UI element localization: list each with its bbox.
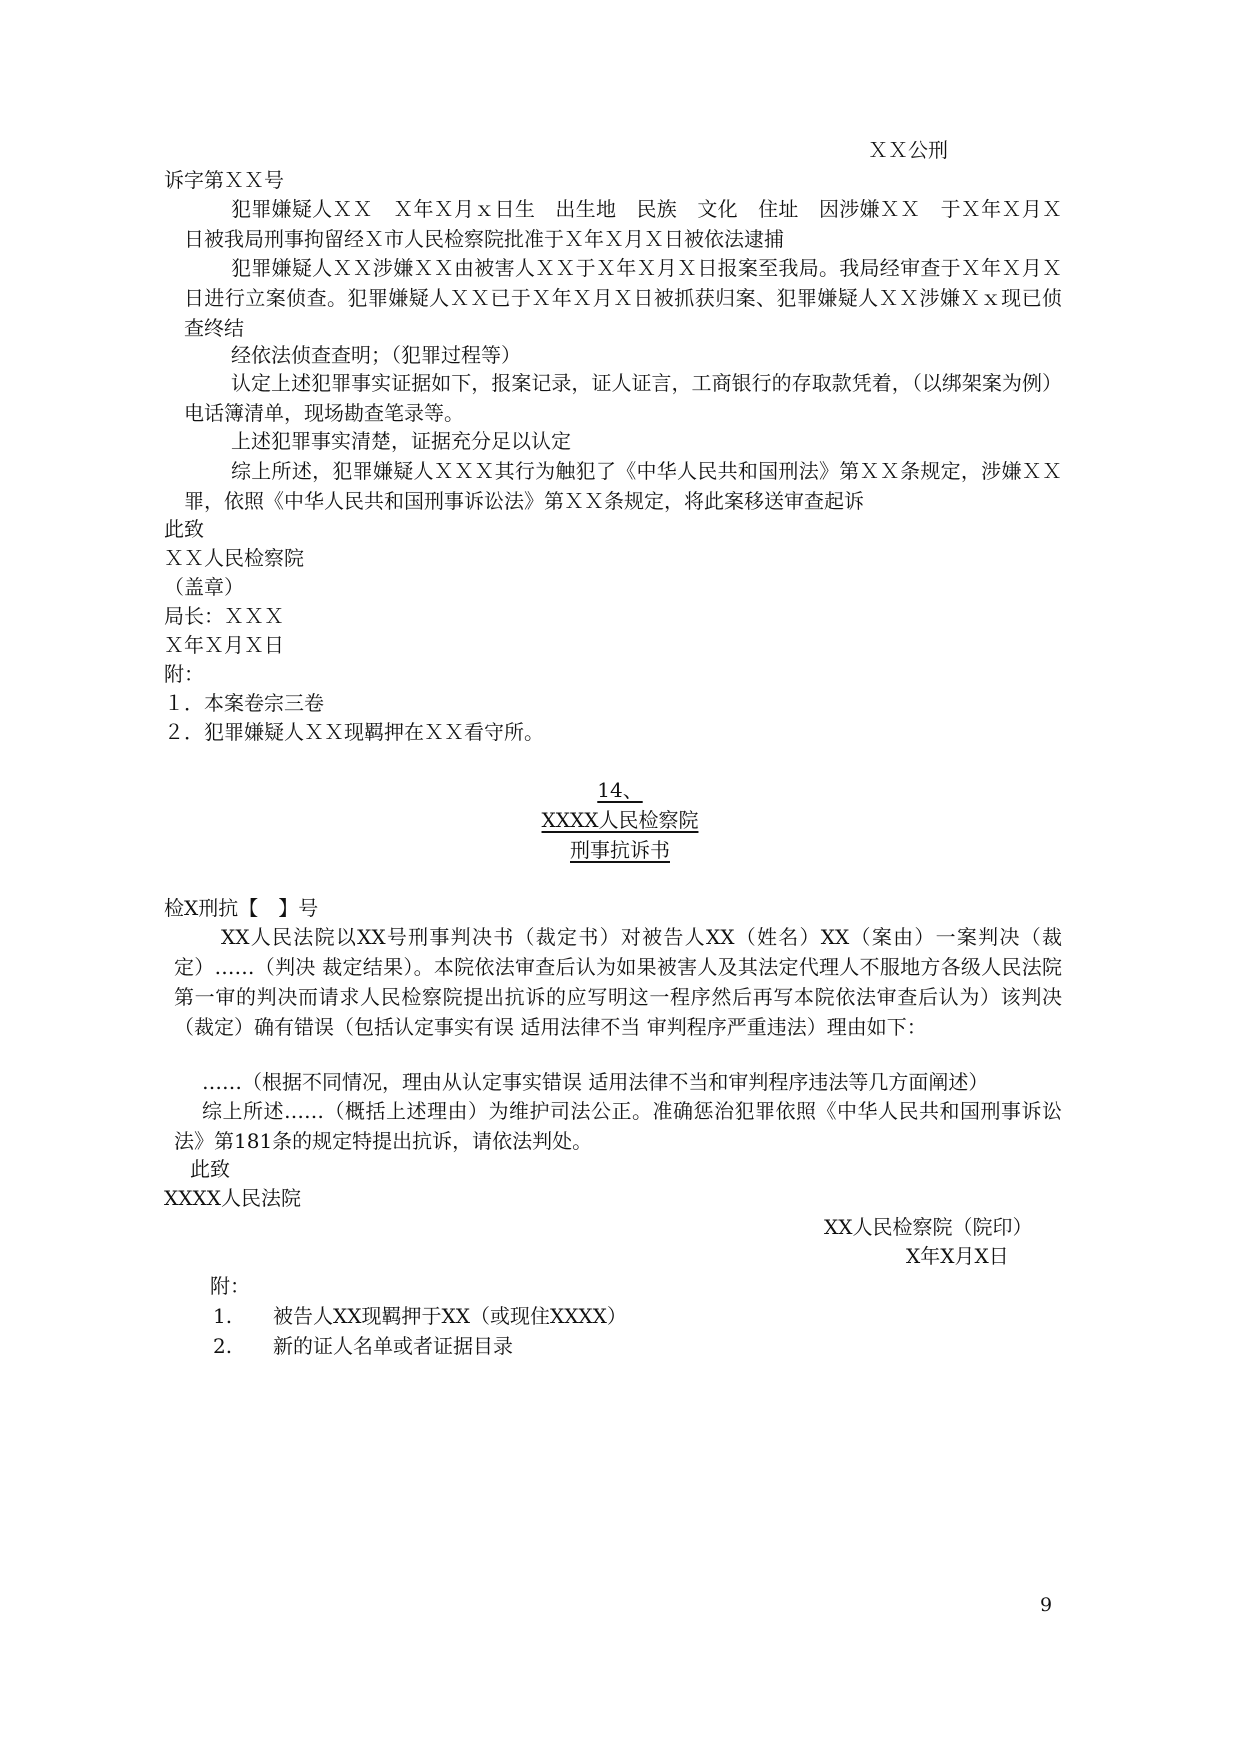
doc1-attach-label: 附：: [164, 662, 204, 686]
list-text: 被告人XX现羁押于XX（或现住XXXX）: [273, 1304, 627, 1328]
doc1-recipient: ＸＸ人民检察院: [164, 546, 304, 570]
list-number: 2.: [213, 1334, 233, 1358]
doc1-paragraph-2: 犯罪嫌疑人ＸＸ涉嫌ＸＸ由被害人ＸＸ于Ｘ年Ｘ月Ｘ日报案至我局。我局经审查于Ｘ年Ｘ月Ｘ日进行立案侦查。犯罪嫌疑人ＸＸ已于Ｘ年Ｘ月Ｘ日被抓获归案、犯罪嫌疑人ＸＸ涉嫌Ｘｘ现已侦查终结: [184, 256, 1062, 340]
doc1-paragraph-6: 综上所述，犯罪嫌疑人ＸＸＸ其行为触犯了《中华人民共和国刑法》第ＸＸ条规定，涉嫌ＸＸ罪，依照《中华人民共和国刑事诉讼法》第ＸＸ条规定，将此案移送审查起诉: [184, 459, 1062, 513]
doc2-date: X年X月X日: [906, 1244, 1009, 1268]
doc1-date: Ｘ年Ｘ月Ｘ日: [164, 633, 284, 657]
doc2-paragraph-2: ……（根据不同情况，理由从认定事实错误 适用法律不当和审判程序违法等几方面阐述）: [202, 1070, 989, 1094]
list-text: 新的证人名单或者证据目录: [273, 1334, 513, 1358]
doc1-ref-line1: ＸＸ公刑: [868, 138, 948, 162]
doc2-ref: 检X刑抗【 】号: [164, 896, 319, 920]
doc1-paragraph-4: 认定上述犯罪事实证据如下，报案记录，证人证言，工商银行的存取款凭着，（以绑架案为例）电话簿清单，现场勘查笔录等。: [184, 371, 1062, 425]
doc1-attachment-1: １．本案卷宗三卷: [164, 691, 324, 715]
doc1-ref-line2: 诉字第ＸＸ号: [164, 168, 284, 192]
doc2-paragraph-3: 综上所述……（概括上述理由）为维护司法公正。准确惩治犯罪依照《中华人民共和国刑事诉讼法》第181条的规定特提出抗诉，请依法判处。: [174, 1099, 1062, 1153]
doc2-title: 刑事抗诉书: [570, 838, 670, 862]
doc2-signer: XX人民检察院（院印）: [824, 1215, 1033, 1239]
doc2-recipient: XXXX人民法院: [164, 1186, 301, 1210]
doc2-attachment-1: [213, 1301, 627, 1331]
doc2-number: 14、: [597, 778, 643, 802]
page-number: 9: [1040, 1594, 1053, 1616]
doc1-salutation: 此致: [164, 517, 204, 541]
doc1-paragraph-1: 犯罪嫌疑人ＸＸ Ｘ年Ｘ月ｘ日生 出生地 民族 文化 住址 因涉嫌ＸＸ 于Ｘ年Ｘ月Ｘ日被我局刑事拘留经Ｘ市人民检察院批准于Ｘ年Ｘ月Ｘ日被依法逮捕: [184, 197, 1062, 251]
doc1-paragraph-3: 经依法侦查查明；（犯罪过程等）: [231, 343, 521, 367]
doc1-seal: （盖章）: [164, 575, 244, 599]
doc2-org: XXXX人民检察院: [541, 808, 699, 832]
list-number: 1.: [213, 1304, 233, 1328]
doc1-chief: 局长：ＸＸＸ: [164, 604, 284, 628]
doc2-paragraph-1: XX人民法院以XX号刑事判决书（裁定书）对被告人XX（姓名）XX（案由）一案判决（裁定）……（判决 裁定结果）。本院依法审查后认为如果被害人及其法定代理人不服地方各级人民法院第一审的判决而请求人民检察院提出抗诉的应写明这一程序然后再写本院依法审查后认为）该判决（裁定）确有错误（包括认定事实有误 适用法律不当 审判程序严重违法）理由如下：: [174, 925, 1062, 1039]
doc2-attachment-2: [213, 1331, 513, 1361]
doc2-salutation: 此致: [190, 1157, 230, 1181]
doc2-attach-label: 附：: [210, 1274, 250, 1298]
doc1-paragraph-5: 上述犯罪事实清楚，证据充分足以认定: [231, 429, 571, 453]
doc1-attachment-2: ２．犯罪嫌疑人ＸＸ现羁押在ＸＸ看守所。: [164, 720, 544, 744]
